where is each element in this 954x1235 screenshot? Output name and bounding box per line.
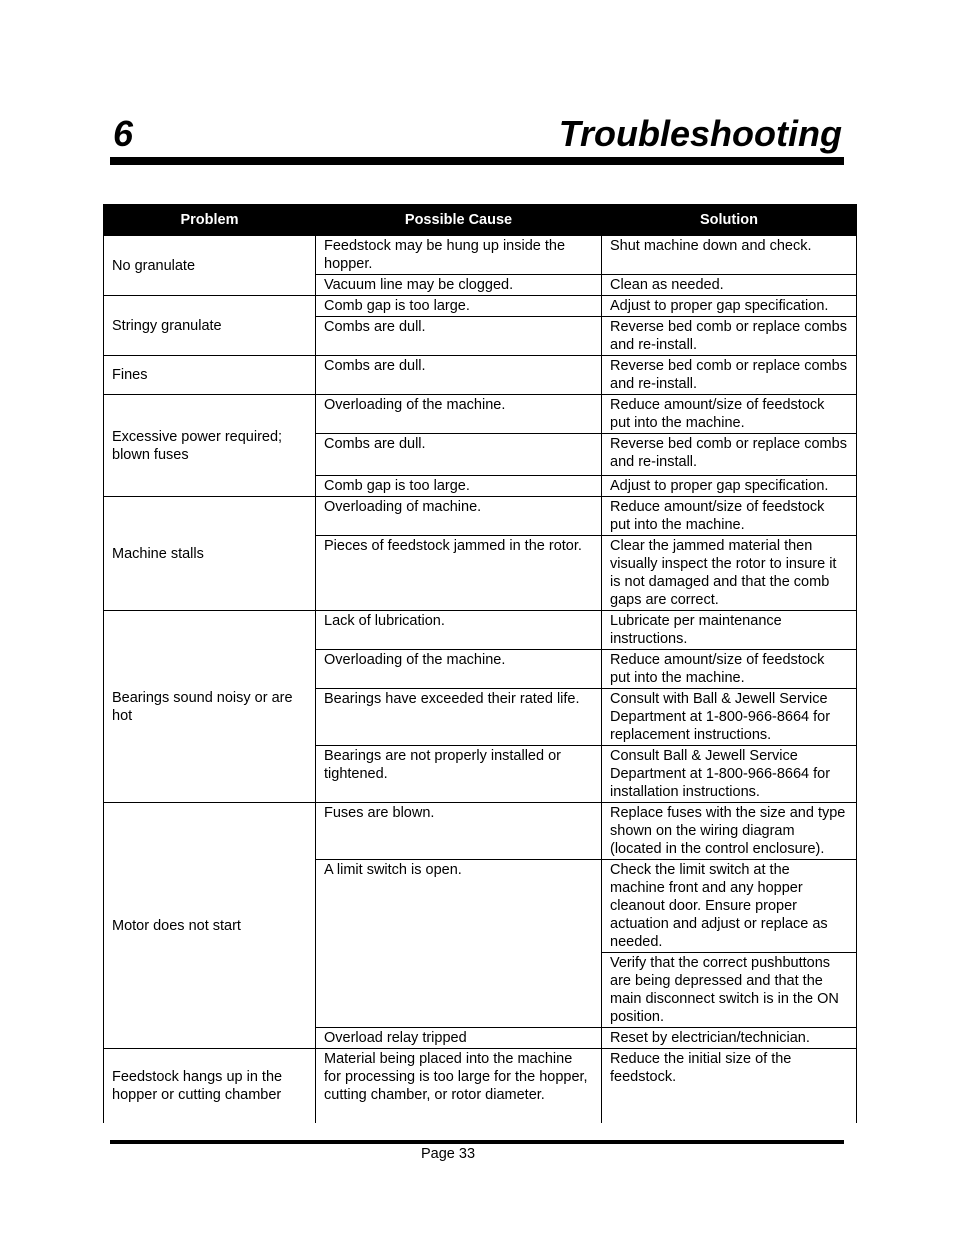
cause-cell: Bearings have exceeded their rated life. — [316, 689, 602, 746]
solution-cell: Reduce amount/size of feedstock put into the machine. — [602, 395, 857, 434]
header-rule — [110, 157, 844, 165]
troubleshooting-table — [103, 204, 857, 1123]
cause-cell: Comb gap is too large. — [316, 476, 602, 497]
table-row — [104, 236, 857, 275]
chapter-header — [110, 112, 844, 156]
footer-rule — [110, 1140, 844, 1144]
solution-cell: Adjust to proper gap specification. — [602, 296, 857, 317]
table-row — [104, 611, 857, 650]
solution-cell: Lubricate per maintenance instructions. — [602, 611, 857, 650]
solution-cell: Check the limit switch at the machine front and any hopper cleanout door. Ensure proper actuation and adjust or replace as needed. — [602, 860, 857, 953]
solution-cell: Consult with Ball & Jewell Service Department at 1-800-966-8664 for replacement instructions. — [602, 689, 857, 746]
solution-cell: Shut machine down and check. — [602, 236, 857, 275]
problem-cell: Bearings sound noisy or are hot — [104, 611, 316, 803]
cause-cell: Combs are dull. — [316, 434, 602, 476]
chapter-number: 6 — [113, 113, 134, 154]
table-header-row — [104, 205, 857, 236]
solution-cell: Verify that the correct pushbuttons are being depressed and that the main disconnect switch is in the ON position. — [602, 953, 857, 1028]
solution-cell: Clean as needed. — [602, 275, 857, 296]
problem-cell: Fines — [104, 356, 316, 395]
cause-cell: Overloading of the machine. — [316, 650, 602, 689]
problem-cell: Stringy granulate — [104, 296, 316, 356]
solution-cell: Reverse bed comb or replace combs and re-install. — [602, 356, 857, 395]
table-row — [104, 356, 857, 395]
cause-cell: Bearings are not properly installed or tightened. — [316, 746, 602, 803]
cause-cell: Fuses are blown. — [316, 803, 602, 860]
column-header-cause: Possible Cause — [316, 205, 602, 236]
table-row — [104, 296, 857, 317]
solution-cell: Reverse bed comb or replace combs and re-install. — [602, 317, 857, 356]
cause-cell: Combs are dull. — [316, 356, 602, 395]
column-header-solution: Solution — [602, 205, 857, 236]
cause-cell: Comb gap is too large. — [316, 296, 602, 317]
cause-cell: Overloading of the machine. — [316, 395, 602, 434]
solution-cell: Reverse bed comb or replace combs and re-install. — [602, 434, 857, 476]
table-row — [104, 1049, 857, 1123]
problem-cell: Motor does not start — [104, 803, 316, 1049]
cause-cell: Combs are dull. — [316, 317, 602, 356]
table-row — [104, 497, 857, 536]
solution-cell: Consult Ball & Jewell Service Department at 1-800-966-8664 for installation instructions. — [602, 746, 857, 803]
column-header-problem: Problem — [104, 205, 316, 236]
solution-cell: Clear the jammed material then visually inspect the rotor to insure it is not damaged and that the comb gaps are correct. — [602, 536, 857, 611]
solution-cell: Reset by electrician/technician. — [602, 1028, 857, 1049]
chapter-title: Troubleshooting — [558, 113, 842, 154]
cause-cell: Pieces of feedstock jammed in the rotor. — [316, 536, 602, 611]
problem-cell: Feedstock hangs up in the hopper or cutting chamber — [104, 1049, 316, 1123]
table-row — [104, 803, 857, 860]
table-row — [104, 395, 857, 434]
cause-cell: Feedstock may be hung up inside the hopper. — [316, 236, 602, 275]
solution-cell: Reduce the initial size of the feedstock. — [602, 1049, 857, 1123]
solution-cell: Reduce amount/size of feedstock put into the machine. — [602, 650, 857, 689]
cause-cell: Vacuum line may be clogged. — [316, 275, 602, 296]
cause-cell: Overload relay tripped — [316, 1028, 602, 1049]
problem-cell: No granulate — [104, 236, 316, 296]
cause-cell: Overloading of machine. — [316, 497, 602, 536]
solution-cell: Replace fuses with the size and type shown on the wiring diagram (located in the control enclosure). — [602, 803, 857, 860]
solution-cell: Adjust to proper gap specification. — [602, 476, 857, 497]
solution-cell: Reduce amount/size of feedstock put into the machine. — [602, 497, 857, 536]
cause-cell: A limit switch is open. — [316, 860, 602, 1028]
page-number: Page 33 — [420, 1146, 476, 1162]
problem-cell: Excessive power required; blown fuses — [104, 395, 316, 497]
problem-cell: Machine stalls — [104, 497, 316, 611]
cause-cell: Lack of lubrication. — [316, 611, 602, 650]
cause-cell: Material being placed into the machine for processing is too large for the hopper, cutting chamber, or rotor diameter. — [316, 1049, 602, 1123]
